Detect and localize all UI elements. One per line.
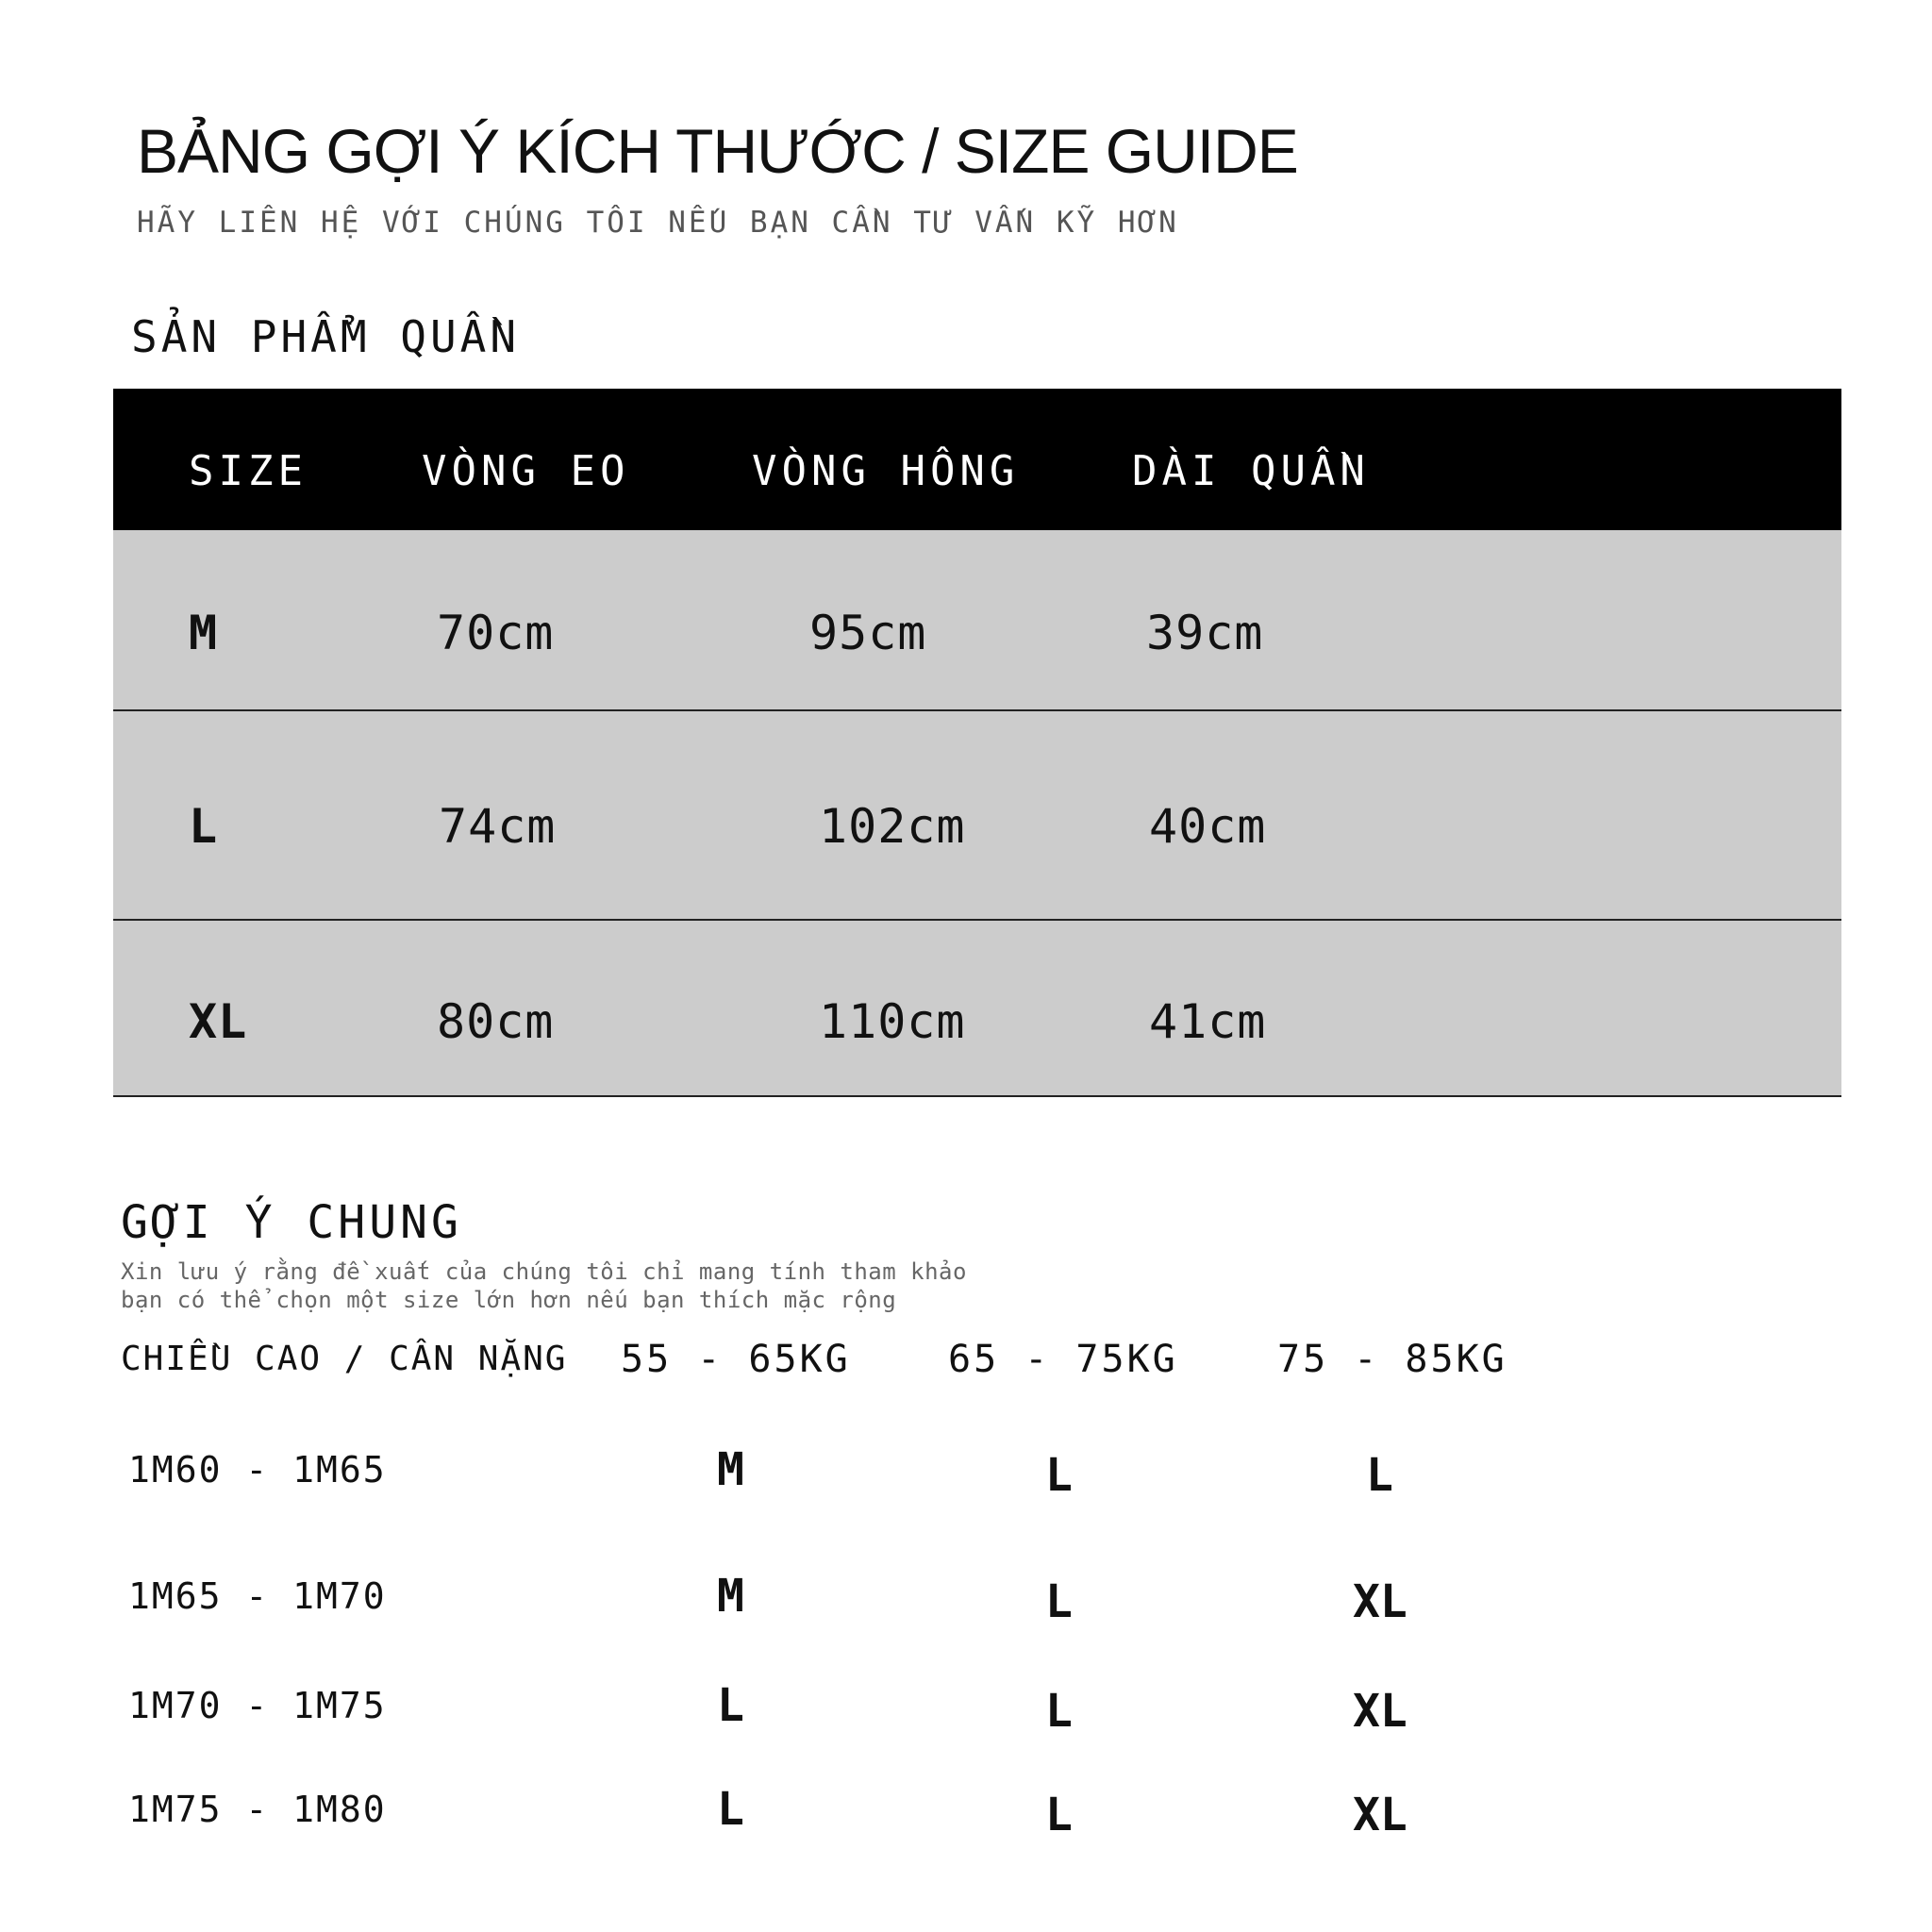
- guide-size-cell: L: [1045, 1575, 1073, 1628]
- waist-cell: 70cm: [437, 606, 555, 660]
- guide-row: [121, 1570, 1630, 1626]
- page-subtitle: HÃY LIÊN HỆ VỚI CHÚNG TÔI NẾU BẠN CẦN TƯ VẤN KỸ HƠN: [137, 206, 1179, 240]
- guide-note-line: Xin lưu ý rằng đề xuất của chúng tôi chỉ mang tính tham khảo: [121, 1258, 967, 1285]
- guide-size-cell: XL: [1353, 1685, 1407, 1738]
- guide-size-cell: L: [1366, 1449, 1393, 1502]
- size-cell: L: [189, 799, 219, 854]
- col-header-hip: VÒNG HÔNG: [752, 447, 1020, 495]
- waist-cell: 80cm: [437, 994, 555, 1049]
- guide-height-cell: 1M60 - 1M65: [128, 1449, 387, 1491]
- col-header-size: SIZE: [189, 447, 308, 495]
- guide-size-cell: M: [717, 1570, 744, 1623]
- guide-weight-header: 75 - 85KG: [1277, 1338, 1507, 1381]
- product-section-title: SẢN PHẨM QUẦN: [131, 311, 521, 362]
- guide-height-cell: 1M75 - 1M80: [128, 1789, 387, 1830]
- table-row: [113, 711, 1841, 921]
- guide-size-cell: L: [717, 1679, 744, 1732]
- guide-row: [121, 1783, 1630, 1840]
- page-title: BẢNG GỢI Ý KÍCH THƯỚC / SIZE GUIDE: [137, 116, 1298, 186]
- guide-size-cell: L: [1045, 1685, 1073, 1738]
- guide-height-cell: 1M65 - 1M70: [128, 1575, 387, 1617]
- length-cell: 39cm: [1146, 606, 1264, 660]
- col-header-length: DÀI QUẦN: [1132, 447, 1370, 495]
- hip-cell: 95cm: [809, 606, 927, 660]
- table-row: [113, 530, 1841, 711]
- guide-row: [121, 1443, 1630, 1500]
- guide-row: [121, 1679, 1630, 1736]
- guide-size-cell: XL: [1353, 1575, 1407, 1628]
- hip-cell: 110cm: [819, 994, 966, 1049]
- table-row: [113, 921, 1841, 1097]
- length-cell: 41cm: [1149, 994, 1267, 1049]
- guide-height-cell: 1M70 - 1M75: [128, 1685, 387, 1726]
- length-cell: 40cm: [1149, 799, 1267, 854]
- guide-size-cell: L: [1045, 1449, 1073, 1502]
- guide-size-cell: L: [717, 1783, 744, 1836]
- size-table-header: [113, 389, 1841, 530]
- size-table: [113, 389, 1841, 1097]
- guide-weight-header: 65 - 75KG: [948, 1338, 1178, 1381]
- size-cell: XL: [189, 994, 248, 1049]
- guide-weight-header: 55 - 65KG: [621, 1338, 851, 1381]
- guide-note-line: bạn có thể chọn một size lớn hơn nếu bạn thích mặc rộng: [121, 1287, 897, 1313]
- guide-header-label: CHIỀU CAO / CÂN NẶNG: [121, 1340, 568, 1378]
- waist-cell: 74cm: [439, 799, 557, 854]
- guide-size-cell: M: [717, 1443, 744, 1496]
- general-guide-title: GỢI Ý CHUNG: [121, 1196, 462, 1249]
- guide-size-cell: L: [1045, 1789, 1073, 1841]
- size-cell: M: [189, 606, 219, 660]
- guide-size-cell: XL: [1353, 1789, 1407, 1841]
- hip-cell: 102cm: [819, 799, 966, 854]
- guide-header-row: [121, 1338, 1630, 1385]
- col-header-waist: VÒNG EO: [422, 447, 630, 495]
